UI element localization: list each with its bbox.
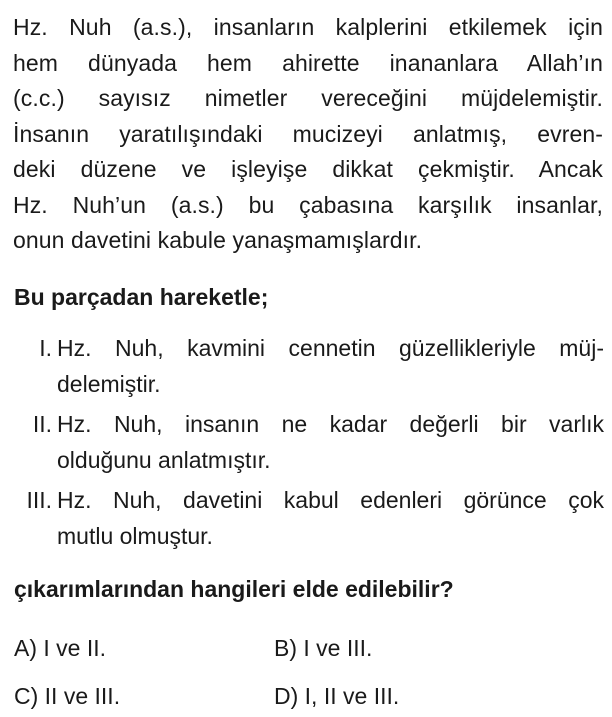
statement-number: III. bbox=[26, 487, 52, 513]
statement-line: Hz. Nuh, insanın ne kadar değerli bir varlık bbox=[57, 411, 604, 437]
statement-line: mutlu olmuştur. bbox=[57, 522, 213, 549]
passage-line: (c.c.) sayısız nimetler vereceğini müjdelemiştir. bbox=[13, 85, 603, 111]
option-b[interactable] bbox=[274, 630, 372, 666]
option-c[interactable] bbox=[14, 678, 120, 714]
passage-line: hem dünyada hem ahirette inananlara Allah’ın bbox=[13, 49, 603, 76]
passage-line: Hz. Nuh (a.s.), insanların kalplerini etkilemek için bbox=[13, 14, 603, 40]
option-letter: B) bbox=[274, 635, 297, 661]
statement-list bbox=[14, 331, 604, 559]
statement-number: I. bbox=[39, 335, 52, 361]
option-d[interactable] bbox=[274, 678, 399, 714]
passage-line: İnsanın yaratılışındaki mucizeyi anlatmış, evren- bbox=[13, 120, 603, 147]
statement-text bbox=[57, 331, 604, 402]
statement-item bbox=[14, 483, 604, 559]
option-text: I ve II. bbox=[43, 635, 107, 661]
option-a[interactable] bbox=[14, 630, 106, 666]
option-letter: A) bbox=[14, 635, 37, 661]
statement-line: olduğunu anlatmıştır. bbox=[57, 446, 271, 473]
question-stem: çıkarımlarından hangileri elde edilebilir? bbox=[14, 576, 454, 602]
statement-text bbox=[57, 407, 604, 478]
passage-line: deki düzene ve işleyişe dikkat çekmiştir. Ancak bbox=[13, 156, 603, 182]
option-text: I, II ve III. bbox=[304, 683, 400, 709]
option-text: II ve III. bbox=[44, 683, 121, 709]
statement-line: Hz. Nuh, davetini kabul edenleri görünce çok bbox=[57, 487, 604, 513]
statement-line: delemiştir. bbox=[57, 370, 161, 397]
passage-line: onun davetini kabule yanaşmamışlardır. bbox=[13, 227, 423, 253]
statement-line: Hz. Nuh, kavmini cennetin güzellikleriyle müj- bbox=[57, 335, 604, 361]
statement-item bbox=[14, 407, 604, 483]
question-prompt: Bu parçadan hareketle; bbox=[14, 284, 269, 310]
statement-number: II. bbox=[32, 411, 52, 437]
option-letter: C) bbox=[14, 683, 39, 709]
passage-text bbox=[13, 10, 603, 259]
statement-item bbox=[14, 331, 604, 407]
option-text: I ve III. bbox=[303, 635, 373, 661]
passage-line: Hz. Nuh’un (a.s.) bu çabasına karşılık insanlar, bbox=[13, 191, 603, 218]
option-letter: D) bbox=[274, 683, 299, 709]
statement-text bbox=[57, 483, 604, 554]
